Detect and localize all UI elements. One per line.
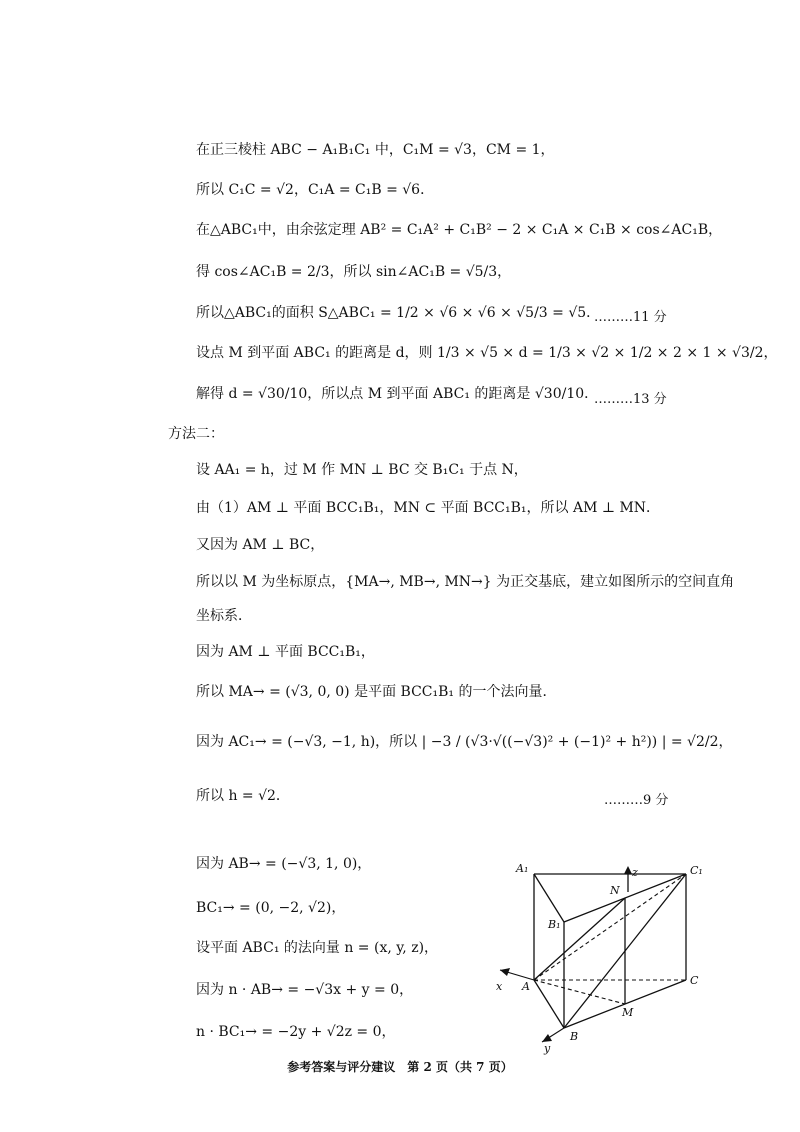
text-line: n · BC₁→ = −2y + √2z = 0，	[196, 1024, 396, 1040]
label-N: N	[610, 884, 620, 897]
section-heading: 方法二：	[168, 426, 224, 442]
label-B: B	[570, 1030, 579, 1043]
label-C: C	[690, 974, 699, 987]
text-line: 又因为 AM ⊥ BC，	[196, 537, 325, 553]
text-line: 设平面 ABC₁ 的法向量 n = (x, y, z)，	[196, 940, 439, 956]
label-y: y	[544, 1042, 551, 1055]
x-axis-arrow	[500, 968, 510, 976]
segment-AM-hidden	[534, 980, 625, 1004]
score-marker: ………13 分	[594, 392, 667, 407]
label-A1: A₁	[516, 862, 529, 875]
text-line: 坐标系．	[196, 608, 252, 624]
text-line: 所以 h = √2．	[196, 788, 290, 804]
label-A: A	[522, 980, 530, 993]
text-line: 所以以 M 为坐标原点，{MA→, MB→, MN→} 为正交基底，建立如图所示的空间直角	[196, 574, 735, 590]
edge-AB	[534, 980, 564, 1028]
text-line: 因为 AB→ = (−√3, 1, 0)，	[196, 856, 372, 872]
text-line: 设 AA₁ = h，过 M 作 MN ⊥ BC 交 B₁C₁ 于点 N，	[196, 462, 528, 478]
text-line: 由（1）AM ⊥ 平面 BCC₁B₁，MN ⊂ 平面 BCC₁B₁，所以 AM ⊥ MN．	[196, 500, 661, 516]
text-line: 所以 C₁C = √2，C₁A = C₁B = √6．	[196, 182, 435, 198]
z-axis-arrow	[624, 866, 632, 874]
prism-coordinate-figure	[490, 858, 710, 1055]
label-x: x	[496, 980, 503, 993]
text-line: 在△ABC₁中，由余弦定理 AB² = C₁A² + C₁B² − 2 × C₁A × C₁B × cos∠AC₁B，	[196, 222, 723, 238]
text-line: 因为 AC₁→ = (−√3, −1, h)，所以 | −3 / (√3·√((−√3)² + (−1)² + h²)) | = √2/2，	[196, 734, 733, 750]
text-line: 因为 n · AB→ = −√3x + y = 0，	[196, 982, 414, 998]
page-footer: 参考答案与评分建议 第 2 页（共 7 页）	[287, 1060, 513, 1074]
y-axis-arrow	[542, 1034, 552, 1042]
text-line: 解得 d = √30/10，所以点 M 到平面 ABC₁ 的距离是 √30/10．	[196, 386, 599, 402]
label-M: M	[622, 1006, 634, 1019]
score-marker: ………9 分	[604, 793, 669, 808]
text-line: 所以△ABC₁的面积 S△ABC₁ = 1/2 × √6 × √6 × √5/3 = √5．	[196, 305, 601, 321]
text-line: 在正三棱柱 ABC − A₁B₁C₁ 中，C₁M = √3，CM = 1，	[196, 142, 555, 158]
text-line: 因为 AM ⊥ 平面 BCC₁B₁，	[196, 644, 375, 660]
text-line: 得 cos∠AC₁B = 2/3，所以 sin∠AC₁B = √5/3，	[196, 264, 512, 280]
text-line: 所以 MA→ = (√3, 0, 0) 是平面 BCC₁B₁ 的一个法向量．	[196, 684, 557, 700]
label-z: z	[632, 866, 638, 879]
text-line: BC₁→ = (0, −2, √2)，	[196, 900, 346, 916]
text-line: 设点 M 到平面 ABC₁ 的距离是 d，则 1/3 × √5 × d = 1/3 × √2 × 1/2 × 2 × 1 × √3/2，	[196, 345, 778, 361]
label-B1: B₁	[548, 918, 561, 931]
edge-A1B1	[534, 874, 564, 922]
score-marker: ………11 分	[594, 310, 667, 325]
label-C1: C₁	[690, 864, 703, 877]
